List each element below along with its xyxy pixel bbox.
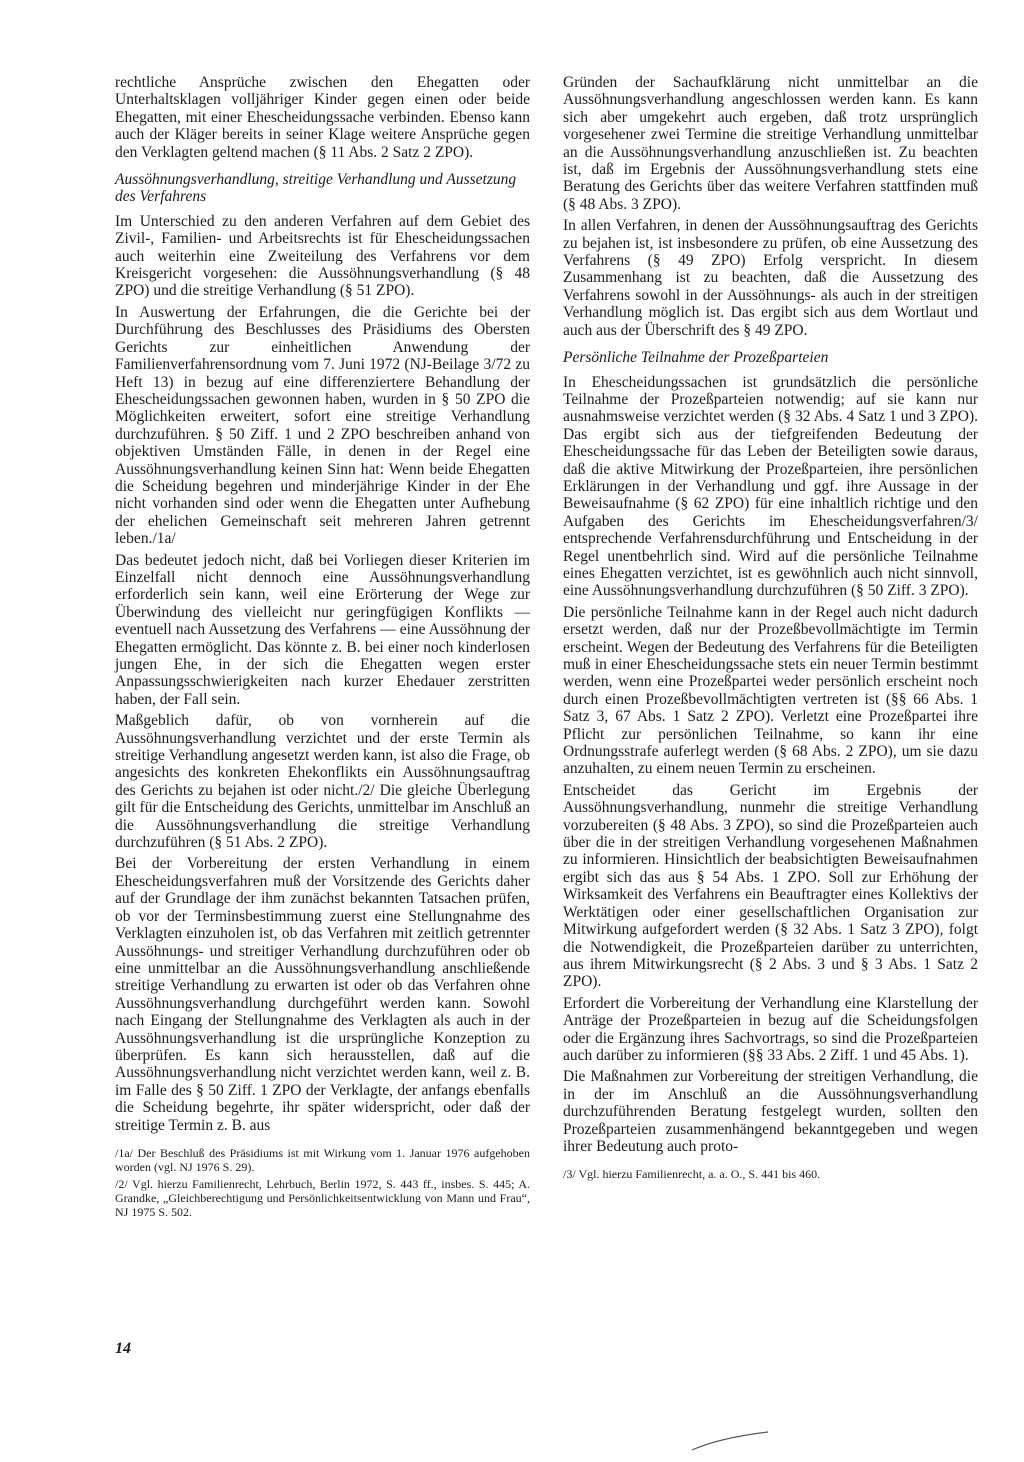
footnote-1a: /1a/ Der Beschluß des Präsidiums ist mit Wirkung vom 1. Januar 1976 aufgehoben worden (vgl. NJ 1976 S. 29). bbox=[115, 1145, 530, 1174]
section-heading-personal-participation: Persönliche Teilnahme der Prozeßparteien bbox=[563, 349, 829, 367]
right-column bbox=[563, 74, 978, 1184]
left-column bbox=[115, 74, 530, 1222]
paragraph: Erfordert die Vorbereitung der Verhandlung eine Klarstellung der Anträge der Prozeßparteien in bezug auf die Scheidungsfolgen oder die Ergänzung ihres Sachvortrags, so sind die Prozeßparteien auch darüber zu informieren (§§ 33 Abs. 2 Ziff. 1 und 45 Abs. 1). bbox=[563, 994, 978, 1064]
paragraph: In Auswertung der Erfahrungen, die die Gerichte bei der Durchführung des Beschlusses des Präsidiums des Obersten Gerichts zur einheitlichen Anwendung der Familienverfahrensordnung vom 7. Juni 1972 (NJ-Beilage 3/72 zu Heft 13) in bezug auf eine differenziertere Behandlung der Ehescheidungssachen gewonnen haben, wurden in § 50 ZPO die Möglichkeiten erweitert, sofort eine streitige Verhandlung durchzuführen. § 50 Ziff. 1 und 2 ZPO beschreiben anhand von objektiven Umständen Fälle, in denen in der Regel eine Aussöhnungsverhandlung keinen Sinn hat: Wenn beide Ehegatten die Scheidung begehren und minderjährige Kinder in der Ehe nicht vorhanden sind oder wenn die Ehegatten unter Aufhebung der ehelichen Gemeinschaft seit mehreren Jahren getrennt leben./1a/ bbox=[115, 303, 530, 548]
footnote-3: /3/ Vgl. hierzu Familienrecht, a. a. O., S. 441 bis 460. bbox=[563, 1167, 821, 1182]
paragraph: Maßgeblich dafür, ob von vornherein auf die Aussöhnungsverhandlung verzichtet und der erste Termin als streitige Verhandlung angesetzt werden kann, ist also die Frage, ob angesichts des konkreten Ehekonflikts ein Aussöhnungsauftrag des Gerichts zu bejahen ist oder nicht./2/ Die gleiche Überlegung gilt für die Entscheidung des Gerichts, unmittelbar im Anschluß an die Aussöhnungsverhandlung die streitige Verhandlung durchzuführen (§ 51 Abs. 2 ZPO). bbox=[115, 712, 530, 852]
pen-stroke-mark bbox=[690, 1430, 770, 1454]
footnotes-left bbox=[115, 1146, 530, 1219]
paragraph: Entscheidet das Gericht im Ergebnis der Aussöhnungsverhandlung, nunmehr die streitige Verhandlung vorzubereiten (§ 48 Abs. 3 ZPO), so sind die Prozeßparteien auch über die in der streitigen Verhandlung vorgesehenen Maßnahmen zu informieren. Hinsichtlich der beabsichtigten Beweisaufnahmen ergibt sich das aus § 54 Abs. 1 ZPO. Soll zur Erhöhung der Wirksamkeit des Verfahrens ein Beauftragter eines Kollektivs der Werktätigen oder einer gesellschaftlichen Organisation zur Mitwirkung aufgefordert werden (§ 32 Abs. 1 Satz 3 ZPO), folgt die Notwendigkeit, die Prozeßparteien darüber zu unterrichten, aus ihrem Mitwirkungsrecht (§ 2 Abs. 3 und § 3 Abs. 1 Satz 2 ZPO). bbox=[563, 781, 978, 991]
paragraph: Das bedeutet jedoch nicht, daß bei Vorliegen dieser Kriterien im Einzelfall nicht dennoch eine Aussöhnungsverhandlung erforderlich sein kann, weil eine Erörterung der Wege zur Überwindung des vielleicht nur geringfügigen Konflikts — eventuell nach Aussetzung des Verfahrens — eine Aussöhnung der Ehegatten ermöglicht. Das könnte z. B. bei einer noch kinderlosen jungen Ehe, in der sich die Ehegatten wegen erster Anpassungsschwierigkeiten nach kurzer Ehedauer zerstritten haben, der Fall sein. bbox=[115, 551, 530, 708]
paragraph: Im Unterschied zu den anderen Verfahren auf dem Gebiet des Zivil-, Familien- und Arbeitsrechts ist für Ehescheidungssachen auch weiterhin eine Zweiteilung des Verfahrens vor dem Kreisgericht vorgesehen: die Aussöhnungsverhandlung (§ 48 ZPO) und die streitige Verhandlung (§ 51 ZPO). bbox=[115, 212, 530, 300]
paragraph: Bei der Vorbereitung der ersten Verhandlung in einem Ehescheidungsverfahren muß der Vorsitzende des Gerichts daher auf der Grundlage der ihm zunächst bekannten Tatsachen prüfen, ob vor der Terminsbestimmung zuerst eine Stellungnahme des Verklagten einzuholen ist, ob das Verfahren mit zeitlich getrennter Aussöhnungs- und streitiger Verhandlung durchzuführen oder ob eine unmittelbar an die Aussöhnungsverhandlung anschließende streitige Verhandlung zu erwarten ist oder ob das Verfahren ohne Aussöhnungsverhandlung durchgeführt werden kann. Sowohl nach Eingang der Stellungnahme des Verklagten als auch in der Aussöhnungsverhandlung ist die ursprüngliche Konzeption zu überprüfen. Es kann sich herausstellen, daß auf die Aussöhnungsverhandlung nicht verzichtet werden kann, weil z. B. im Falle des § 50 Ziff. 1 ZPO der Verklagte, der anfangs ebenfalls die Scheidung begehrte, ihr später widerspricht, oder daß der streitige Termin z. B. aus bbox=[115, 855, 530, 1134]
paragraph: In Ehescheidungssachen ist grundsätzlich die persönliche Teilnahme der Prozeßparteien notwendig; auf sie kann nur ausnahmsweise verzichtet werden (§ 32 Abs. 4 Satz 1 und 3 ZPO). Das ergibt sich aus der tiefgreifenden Bedeutung der Ehescheidungssache für das Leben der Beteiligten sowie daraus, daß die aktive Mitwirkung der Prozeßparteien, ihre persönlichen Erklärungen in der Verhandlung und ggf. ihre Aussage in der Beweisaufnahme (§ 62 ZPO) für eine inhaltlich richtige und den Aufgaben des Gerichts im Ehescheidungsverfahren/3/ entsprechende Verfahrensdurchführung und Entscheidung in der Regel unentbehrlich sind. Wird auf die persönliche Teilnahme eines Ehegatten verzichtet, ist es gewöhnlich auch nicht sinnvoll, eine Aussöhnungsverhandlung durchzuführen (§ 50 Ziff. 3 ZPO). bbox=[563, 373, 978, 600]
footnote-2: /2/ Vgl. hierzu Familienrecht, Lehrbuch, Berlin 1972, S. 443 ff., insbes. S. 445; A. Grandke, „Gleichberechtigung und Persönlichkeitsentwicklung von Mann und Frau“, NJ 1975 S. 502. bbox=[115, 1176, 530, 1219]
paragraph: Die persönliche Teilnahme kann in der Regel auch nicht dadurch ersetzt werden, daß nur der Prozeßbevollmächtigte im Termin erscheint. Wegen der Bedeutung des Verfahrens für die Beteiligten muß in einer Ehescheidungssache stets ein neuer Termin bestimmt werden, wenn eine Prozeßpartei weder persönlich erscheint noch durch einen Prozeßbevollmächtigten vertreten ist (§§ 66 Abs. 1 Satz 3, 67 Abs. 1 Satz 2 ZPO). Verletzt eine Prozeßpartei ihre Pflicht zur persönlichen Teilnahme, so kann ihr eine Ordnungsstrafe auferlegt werden (§ 68 Abs. 2 ZPO), um sie dazu anzuhalten, zu einem neuen Termin zu erscheinen. bbox=[563, 603, 978, 778]
section-heading-reconciliation: Aussöhnungsverhandlung, streitige Verhandlung und Aussetzung des Verfahrens bbox=[115, 171, 517, 206]
paragraph: Die Maßnahmen zur Vorbereitung der streitigen Verhandlung, die in der im Anschluß an die Aussöhnungsverhandlung durchzuführenden Beratung festgelegt wurden, sollten den Prozeßparteien zusammenhängend bekanntgegeben und wegen ihrer Bedeutung auch proto- bbox=[563, 1068, 978, 1155]
footnotes-right bbox=[563, 1167, 978, 1181]
paragraph: rechtliche Ansprüche zwischen den Ehegatten oder Unterhaltsklagen volljähriger Kinder gegen einen oder beide Ehegatten, mit einer Ehescheidungssache verbinden. Ebenso kann auch der Kläger bereits in seiner Klage weitere Ansprüche gegen den Verklagten geltend machen (§ 11 Abs. 2 Satz 2 ZPO). bbox=[115, 74, 530, 161]
paragraph: In allen Verfahren, in denen der Aussöhnungsauftrag des Gerichts zu bejahen ist, ist insbesondere zu prüfen, ob eine Aussetzung des Verfahrens (§ 49 ZPO) Erfolg verspricht. In diesem Zusammenhang ist zu beachten, daß die Aussetzung des Verfahrens sowohl in der Aussöhnungs- als auch in der streitigen Verhandlung möglich ist. Das ergibt sich aus dem Wortlaut und auch aus der Überschrift des § 49 ZPO. bbox=[563, 217, 978, 339]
page-number: 14 bbox=[115, 1340, 131, 1357]
paragraph: Gründen der Sachaufklärung nicht unmittelbar an die Aussöhnungsverhandlung angeschlossen werden kann. Es kann sich aber umgekehrt auch ergeben, daß trotz ursprünglich vorgesehener zwei Termine die streitige Verhandlung unmittelbar an die Aussöhnungsverhandlung anzuschließen ist. Zu beachten ist, daß im Ergebnis der Aussöhnungsverhandlung stets eine Beratung des Gerichts über das weitere Verfahren stattfinden muß (§ 48 Abs. 3 ZPO). bbox=[563, 74, 978, 213]
